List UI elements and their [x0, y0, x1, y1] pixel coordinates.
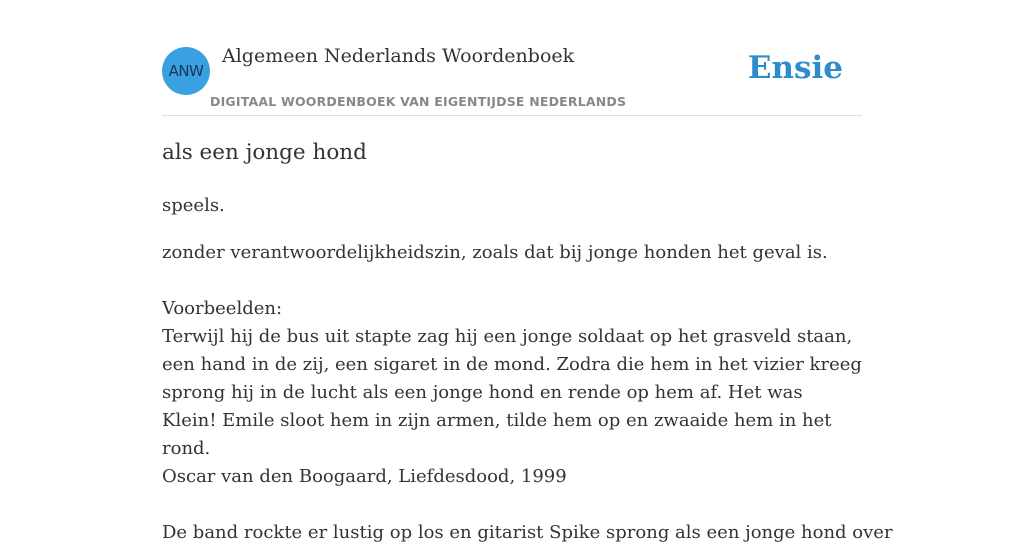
ensie-logo-link[interactable]: Ensie: [747, 50, 843, 86]
examples-section: [162, 295, 893, 547]
logo-text: ANW: [168, 62, 204, 80]
examples-label: Voorbeelden:: [162, 298, 283, 319]
site-subtitle: DIGITAAL WOORDENBOEK VAN EIGENTIJDSE NEDERLANDS: [210, 94, 627, 109]
site-title[interactable]: Algemeen Nederlands Woordenboek: [222, 45, 575, 67]
example-text: Terwijl hij de bus uit stapte zag hij een jonge soldaat op het grasveld staan, een hand in de zij, een sigaret in de mond. Zodra die hem in het vizier kreeg sprong hij in de lucht als een jonge hond en rende op hem af. Het was Klein! Emile sloot hem in zijn armen, tilde hem op en zwaaide hem in het rond.: [162, 326, 862, 459]
definition-text: zonder verantwoordelijkheidszin, zoals dat bij jonge honden het geval is.: [162, 242, 828, 263]
anw-logo[interactable]: [162, 47, 210, 95]
example-source: Oscar van den Boogaard, Liefdesdood, 1999: [162, 466, 567, 487]
spacer: [162, 491, 862, 519]
short-definition: speels.: [162, 195, 225, 216]
site-header: [162, 0, 862, 116]
page: [162, 0, 893, 543]
entry-title: als een jonge hond: [162, 140, 367, 165]
example-text: De band rockte er lustig op los en gitarist Spike sprong als een jonge hond over: [162, 522, 893, 543]
